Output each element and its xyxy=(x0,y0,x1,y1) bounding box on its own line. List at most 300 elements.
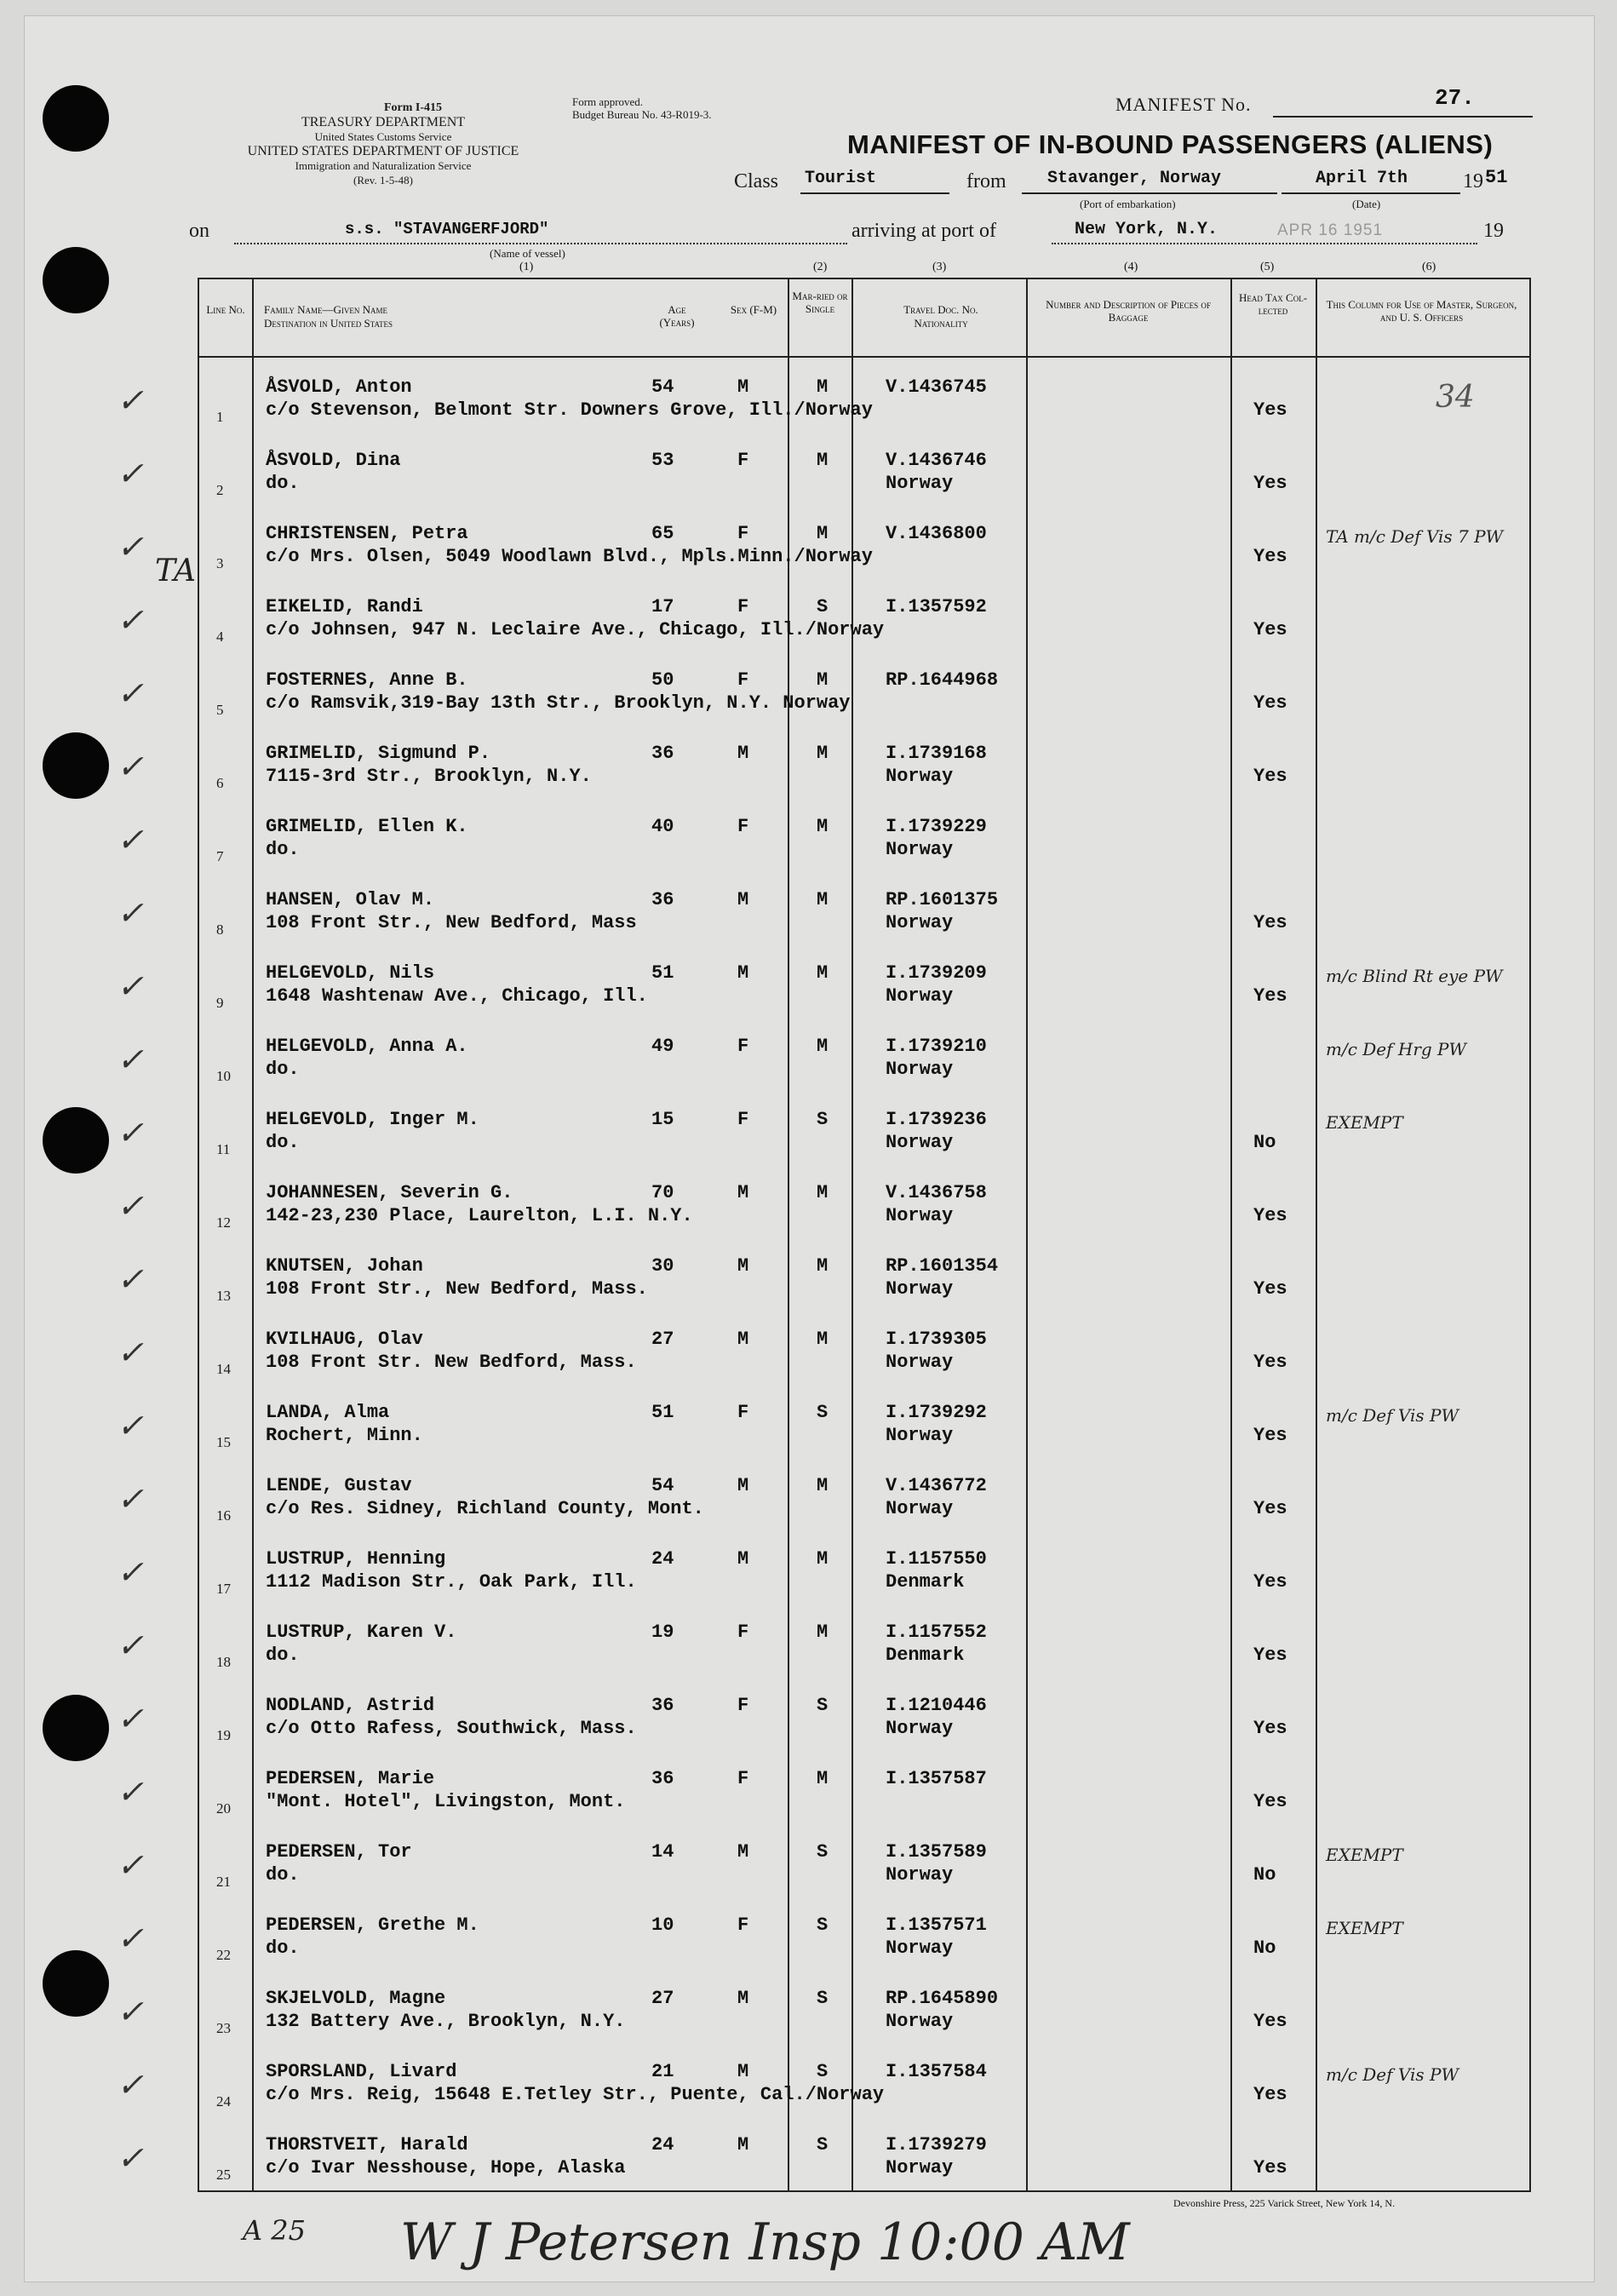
passenger-sex: F xyxy=(737,816,749,837)
checkmark-icon: ✓ xyxy=(117,1187,144,1225)
passenger-marital-status: S xyxy=(817,1695,829,1716)
line-number: 1 xyxy=(216,409,224,425)
table-row xyxy=(117,1463,1528,1536)
line-number: 15 xyxy=(216,1434,231,1450)
head-tax-collected: Yes xyxy=(1253,546,1287,567)
passenger-marital-status: M xyxy=(817,1329,829,1350)
arrive-year: 19 xyxy=(1483,220,1504,242)
passenger-name: LENDE, Gustav xyxy=(266,1475,412,1496)
passenger-marital-status: M xyxy=(817,816,829,837)
col-header-officers: This Column for Use of Master, Surgeon, and U. S. Officers xyxy=(1326,298,1517,324)
col-header-age: Age (Years) xyxy=(659,303,695,329)
passenger-destination: 7115-3rd Str., Brooklyn, N.Y. xyxy=(266,766,592,787)
passenger-sex: F xyxy=(737,1695,749,1716)
travel-doc-number: RP.1645890 xyxy=(886,1988,999,2009)
line-number: 16 xyxy=(216,1507,231,1524)
passenger-destination: do. xyxy=(266,1645,300,1666)
head-tax-collected: Yes xyxy=(1253,692,1287,714)
arrival-stamp: APR 16 1951 xyxy=(1277,221,1384,239)
head-tax-collected: Yes xyxy=(1253,1791,1287,1812)
travel-doc-number: I.1357584 xyxy=(886,2061,987,2082)
checkmark-icon: ✓ xyxy=(117,1553,144,1591)
passenger-nationality: Norway xyxy=(886,1278,954,1300)
line-number: 11 xyxy=(216,1141,231,1157)
passenger-destination: 1648 Washtenaw Ave., Chicago, Ill. xyxy=(266,985,648,1007)
passenger-name: GRIMELID, Sigmund P. xyxy=(266,743,491,764)
passenger-nationality: Norway xyxy=(886,473,954,494)
checkmark-icon: ✓ xyxy=(117,967,144,1005)
port-value: New York, N.Y. xyxy=(1075,220,1218,239)
travel-doc-number: RP.1601354 xyxy=(886,1255,999,1277)
passenger-marital-status: S xyxy=(817,2134,829,2155)
passenger-nationality: Norway xyxy=(886,1059,954,1080)
table-row xyxy=(117,950,1528,1024)
head-tax-collected: Yes xyxy=(1253,1278,1287,1300)
passenger-sex: M xyxy=(737,2134,749,2155)
table-row xyxy=(117,731,1528,804)
passenger-age: 36 xyxy=(651,743,674,764)
line-number: 2 xyxy=(216,482,224,498)
line-number: 23 xyxy=(216,2020,231,2036)
line-number: 22 xyxy=(216,1947,231,1963)
passenger-destination: do. xyxy=(266,1864,300,1886)
table-row xyxy=(117,1170,1528,1243)
passenger-nationality: Norway xyxy=(886,1205,954,1226)
passenger-destination: do. xyxy=(266,1937,300,1959)
table-row xyxy=(117,511,1528,584)
passenger-marital-status: S xyxy=(817,1841,829,1863)
table-row xyxy=(117,2049,1528,2122)
line-number: 25 xyxy=(216,2167,231,2183)
checkmark-icon: ✓ xyxy=(117,1041,144,1078)
table-row xyxy=(117,438,1528,511)
passenger-sex: F xyxy=(737,1914,749,1936)
passenger-nationality: Norway xyxy=(886,1864,954,1886)
manifest-no-label: MANIFEST No. xyxy=(1115,94,1252,115)
passenger-nationality: Norway xyxy=(886,912,954,933)
passenger-sex: F xyxy=(737,450,749,471)
passenger-destination: c/o Res. Sidney, Richland County, Mont. xyxy=(266,1498,704,1519)
table-row xyxy=(117,1024,1528,1097)
line-number: 19 xyxy=(216,1727,231,1743)
vessel-label: (Name of vessel) xyxy=(490,247,565,260)
passenger-name: LUSTRUP, Henning xyxy=(266,1548,446,1570)
passenger-name: GRIMELID, Ellen K. xyxy=(266,816,468,837)
passenger-sex: M xyxy=(737,1255,749,1277)
passenger-marital-status: M xyxy=(817,1255,829,1277)
col-header-married: Mar-ried or Single xyxy=(792,290,848,315)
checkmark-icon: ✓ xyxy=(117,674,144,712)
travel-doc-number: V.1436746 xyxy=(886,450,987,471)
officer-note: m/c Def Vis PW xyxy=(1326,1405,1459,1426)
margin-annotation: TA xyxy=(155,554,197,588)
passenger-age: 21 xyxy=(651,2061,674,2082)
arriving-label: arriving at port of xyxy=(852,220,996,242)
table-row xyxy=(117,1243,1528,1317)
passenger-sex: M xyxy=(737,1329,749,1350)
passenger-marital-status: M xyxy=(817,1182,829,1203)
checkmark-icon: ✓ xyxy=(117,1627,144,1664)
passenger-age: 65 xyxy=(651,523,674,544)
travel-doc-number: I.1739236 xyxy=(886,1109,987,1130)
table-row xyxy=(117,1536,1528,1610)
col-header-nationality: Nationality xyxy=(914,317,968,330)
passenger-name: HELGEVOLD, Nils xyxy=(266,962,435,984)
manifest-no-value: 27. xyxy=(1435,85,1475,111)
line-number: 18 xyxy=(216,1654,231,1670)
column-number: (1) xyxy=(519,261,534,273)
passenger-nationality: Denmark xyxy=(886,1571,965,1593)
passenger-age: 17 xyxy=(651,596,674,617)
passenger-marital-status: M xyxy=(817,1036,829,1057)
passenger-sex: M xyxy=(737,376,749,398)
port-underline xyxy=(1052,243,1477,244)
binder-hole xyxy=(43,1950,109,2017)
passenger-age: 10 xyxy=(651,1914,674,1936)
passenger-age: 53 xyxy=(651,450,674,471)
table-row xyxy=(117,584,1528,657)
page-title: MANIFEST OF IN-BOUND PASSENGERS (ALIENS) xyxy=(847,129,1494,159)
year-prefix: 19 xyxy=(1463,170,1483,192)
binder-hole xyxy=(43,85,109,152)
passenger-sex: M xyxy=(737,2061,749,2082)
head-tax-collected: Yes xyxy=(1253,2084,1287,2105)
travel-doc-number: I.1157550 xyxy=(886,1548,987,1570)
passenger-marital-status: M xyxy=(817,1475,829,1496)
line-number: 14 xyxy=(216,1361,231,1377)
column-number: (5) xyxy=(1260,261,1275,273)
col-header-dest: Destination in United States xyxy=(264,317,393,330)
rev-label: (Rev. 1-5-48) xyxy=(353,174,413,187)
line-number: 10 xyxy=(216,1068,231,1084)
passenger-sex: F xyxy=(737,596,749,617)
passenger-name: HANSEN, Olav M. xyxy=(266,889,435,910)
checkmark-icon: ✓ xyxy=(117,1260,144,1298)
passenger-nationality: Norway xyxy=(886,766,954,787)
passenger-age: 40 xyxy=(651,816,674,837)
passenger-marital-status: M xyxy=(817,743,829,764)
passenger-sex: F xyxy=(737,1402,749,1423)
col-header-doc: Travel Doc. No. xyxy=(903,303,978,316)
passenger-age: 30 xyxy=(651,1255,674,1277)
passenger-destination: 1112 Madison Str., Oak Park, Ill. xyxy=(266,1571,637,1593)
passenger-sex: F xyxy=(737,1036,749,1057)
head-tax-collected: No xyxy=(1253,1937,1276,1959)
passenger-nationality: Norway xyxy=(886,1937,954,1959)
officer-note: TA m/c Def Vis 7 PW xyxy=(1326,526,1504,547)
passenger-destination: 132 Battery Ave., Brooklyn, N.Y. xyxy=(266,2011,626,2032)
passenger-nationality: Norway xyxy=(886,1718,954,1739)
line-number: 17 xyxy=(216,1581,231,1597)
passenger-destination: Rochert, Minn. xyxy=(266,1425,423,1446)
travel-doc-number: I.1739168 xyxy=(886,743,987,764)
travel-doc-number: I.1357589 xyxy=(886,1841,987,1863)
checkmark-icon: ✓ xyxy=(117,894,144,932)
binder-hole xyxy=(43,1695,109,1761)
travel-doc-number: I.1357592 xyxy=(886,596,987,617)
head-tax-collected: Yes xyxy=(1253,399,1287,421)
passenger-sex: F xyxy=(737,1768,749,1789)
column-number: (2) xyxy=(813,261,828,273)
table-row xyxy=(117,1756,1528,1829)
officer-note: m/c Def Hrg PW xyxy=(1326,1039,1467,1059)
table-row xyxy=(117,877,1528,950)
agency-header xyxy=(179,100,588,187)
head-tax-collected: Yes xyxy=(1253,619,1287,640)
passenger-marital-status: S xyxy=(817,596,829,617)
passenger-name: LANDA, Alma xyxy=(266,1402,390,1423)
col-header-tax: Head Tax Col-lected xyxy=(1238,291,1308,317)
head-tax-collected: No xyxy=(1253,1864,1276,1886)
passenger-age: 15 xyxy=(651,1109,674,1130)
passenger-name: KNUTSEN, Johan xyxy=(266,1255,423,1277)
passenger-destination: c/o Johnsen, 947 N. Leclaire Ave., Chicago, Ill./Norway xyxy=(266,619,885,640)
table-row xyxy=(117,657,1528,731)
head-tax-collected: Yes xyxy=(1253,1205,1287,1226)
passenger-age: 19 xyxy=(651,1622,674,1643)
table-row xyxy=(117,1903,1528,1976)
passenger-nationality: Norway xyxy=(886,1352,954,1373)
line-number: 4 xyxy=(216,629,224,645)
passenger-age: 36 xyxy=(651,889,674,910)
travel-doc-number: I.1739209 xyxy=(886,962,987,984)
passenger-destination: 108 Front Str., New Bedford, Mass xyxy=(266,912,637,933)
column-number: (3) xyxy=(932,261,947,273)
line-number: 8 xyxy=(216,921,224,938)
table-row xyxy=(117,1390,1528,1463)
passenger-name: ÅSVOLD, Dina xyxy=(266,450,401,471)
line-number: 21 xyxy=(216,1874,231,1890)
passenger-destination: 108 Front Str. New Bedford, Mass. xyxy=(266,1352,637,1373)
vessel-underline xyxy=(234,243,847,244)
head-tax-collected: Yes xyxy=(1253,2157,1287,2178)
head-tax-collected: Yes xyxy=(1253,1352,1287,1373)
passenger-name: HELGEVOLD, Inger M. xyxy=(266,1109,479,1130)
head-tax-collected: Yes xyxy=(1253,985,1287,1007)
passenger-destination: 142-23,230 Place, Laurelton, L.I. N.Y. xyxy=(266,1205,693,1226)
passenger-age: 24 xyxy=(651,2134,674,2155)
passenger-name: PEDERSEN, Marie xyxy=(266,1768,435,1789)
year-value: 51 xyxy=(1485,167,1508,188)
head-tax-collected: Yes xyxy=(1253,2011,1287,2032)
passenger-age: 27 xyxy=(651,1988,674,2009)
passenger-nationality: Norway xyxy=(886,2157,954,2178)
line-number: 6 xyxy=(216,775,224,791)
travel-doc-number: I.1739292 xyxy=(886,1402,987,1423)
passenger-destination: c/o Otto Rafess, Southwick, Mass. xyxy=(266,1718,637,1739)
passenger-nationality: Norway xyxy=(886,985,954,1007)
passenger-sex: F xyxy=(737,669,749,691)
checkmark-icon: ✓ xyxy=(117,2139,144,2177)
passenger-name: CHRISTENSEN, Petra xyxy=(266,523,468,544)
passenger-sex: M xyxy=(737,743,749,764)
passenger-sex: M xyxy=(737,1988,749,2009)
passenger-nationality: Norway xyxy=(886,839,954,860)
passenger-destination: do. xyxy=(266,473,300,494)
passenger-age: 70 xyxy=(651,1182,674,1203)
passenger-name: KVILHAUG, Olav xyxy=(266,1329,423,1350)
passenger-age: 49 xyxy=(651,1036,674,1057)
column-number: (4) xyxy=(1124,261,1138,273)
line-number: 20 xyxy=(216,1800,231,1817)
passenger-age: 36 xyxy=(651,1768,674,1789)
table-row xyxy=(117,1976,1528,2049)
travel-doc-number: I.1357571 xyxy=(886,1914,987,1936)
checkmark-icon: ✓ xyxy=(117,2066,144,2104)
passenger-marital-status: M xyxy=(817,1548,829,1570)
justice-label: UNITED STATES DEPARTMENT OF JUSTICE xyxy=(247,144,519,158)
head-tax-collected: Yes xyxy=(1253,1498,1287,1519)
passenger-destination: "Mont. Hotel", Livingston, Mont. xyxy=(266,1791,626,1812)
table-row xyxy=(117,2122,1528,2196)
travel-doc-number: RP.1644968 xyxy=(886,669,999,691)
passenger-marital-status: M xyxy=(817,523,829,544)
passenger-nationality: Denmark xyxy=(886,1645,965,1666)
passenger-destination: do. xyxy=(266,1059,300,1080)
passenger-destination: 108 Front Str., New Bedford, Mass. xyxy=(266,1278,648,1300)
form-approval xyxy=(572,95,712,121)
passenger-destination: c/o Ramsvik,319-Bay 13th Str., Brooklyn, N.Y. Norway xyxy=(266,692,851,714)
checkmark-icon: ✓ xyxy=(117,1846,144,1884)
from-value: Stavanger, Norway xyxy=(1047,169,1222,188)
date-label: (Date) xyxy=(1352,198,1381,210)
line-number: 9 xyxy=(216,995,224,1011)
passenger-marital-status: M xyxy=(817,962,829,984)
head-tax-collected: Yes xyxy=(1253,1571,1287,1593)
binder-hole xyxy=(43,732,109,799)
passenger-marital-status: S xyxy=(817,2061,829,2082)
passenger-age: 27 xyxy=(651,1329,674,1350)
on-label: on xyxy=(189,220,209,242)
checkmark-icon: ✓ xyxy=(117,1114,144,1151)
officer-note: EXEMPT xyxy=(1326,1845,1403,1865)
printer-imprint: Devonshire Press, 225 Varick Street, New York 14, N. xyxy=(1173,2197,1396,2209)
passenger-marital-status: M xyxy=(817,669,829,691)
passenger-sex: F xyxy=(737,523,749,544)
col-header-line: Line No. xyxy=(206,303,245,316)
date-underline xyxy=(1282,192,1460,194)
table-row xyxy=(117,804,1528,877)
passenger-marital-status: S xyxy=(817,1914,829,1936)
passenger-age: 51 xyxy=(651,962,674,984)
treasury-label: TREASURY DEPARTMENT xyxy=(301,115,466,129)
travel-doc-number: I.1739305 xyxy=(886,1329,987,1350)
passenger-sex: M xyxy=(737,962,749,984)
checkmark-icon: ✓ xyxy=(117,1993,144,2030)
from-underline xyxy=(1022,192,1277,194)
travel-doc-number: V.1436745 xyxy=(886,376,987,398)
head-tax-collected: Yes xyxy=(1253,1718,1287,1739)
date-value: April 7th xyxy=(1316,169,1408,188)
passenger-destination: c/o Mrs. Reig, 15648 E.Tetley Str., Puente, Cal./Norway xyxy=(266,2084,885,2105)
officer-note: EXEMPT xyxy=(1326,1918,1403,1938)
passenger-age: 36 xyxy=(651,1695,674,1716)
passenger-name: SPORSLAND, Livard xyxy=(266,2061,457,2082)
checkmark-icon: ✓ xyxy=(117,601,144,639)
travel-doc-number: RP.1601375 xyxy=(886,889,999,910)
checkmark-icon: ✓ xyxy=(117,1480,144,1518)
budget-label: Budget Bureau No. 43-R019-3. xyxy=(572,108,712,121)
line-number: 12 xyxy=(216,1214,231,1231)
passenger-name: PEDERSEN, Grethe M. xyxy=(266,1914,479,1936)
passenger-name: THORSTVEIT, Harald xyxy=(266,2134,468,2155)
header-divider xyxy=(198,356,1529,358)
checkmark-icon: ✓ xyxy=(117,1334,144,1371)
checkmark-icon: ✓ xyxy=(117,528,144,565)
approved-label: Form approved. xyxy=(572,95,644,108)
line-number: 7 xyxy=(216,848,224,864)
form-id: Form I-415 xyxy=(383,101,443,114)
passenger-name: EIKELID, Randi xyxy=(266,596,423,617)
passenger-destination: c/o Ivar Nesshouse, Hope, Alaska xyxy=(266,2157,626,2178)
officer-note: m/c Def Vis PW xyxy=(1326,2064,1459,2085)
travel-doc-number: I.1739279 xyxy=(886,2134,987,2155)
vessel-value: s.s. "STAVANGERFJORD" xyxy=(345,220,549,238)
travel-doc-number: I.1157552 xyxy=(886,1622,987,1643)
passenger-nationality: Norway xyxy=(886,1498,954,1519)
passenger-marital-status: S xyxy=(817,1402,829,1423)
passenger-destination: c/o Mrs. Olsen, 5049 Woodlawn Blvd., Mpls.Minn./Norway xyxy=(266,546,873,567)
passenger-marital-status: M xyxy=(817,1622,829,1643)
passenger-nationality: Norway xyxy=(886,1425,954,1446)
passenger-destination: c/o Stevenson, Belmont Str. Downers Grove, Ill./Norway xyxy=(266,399,873,421)
col-header-baggage: Number and Description of Pieces of Baggage xyxy=(1046,298,1211,324)
passenger-marital-status: M xyxy=(817,376,829,398)
officer-note: m/c Blind Rt eye PW xyxy=(1326,966,1503,986)
passenger-sex: M xyxy=(737,1475,749,1496)
passenger-nationality: Norway xyxy=(886,2011,954,2032)
travel-doc-number: V.1436758 xyxy=(886,1182,987,1203)
passenger-marital-status: S xyxy=(817,1109,829,1130)
travel-doc-number: V.1436800 xyxy=(886,523,987,544)
binder-hole xyxy=(43,1107,109,1174)
passenger-sex: M xyxy=(737,889,749,910)
head-tax-collected: Yes xyxy=(1253,1645,1287,1666)
class-underline xyxy=(800,192,949,194)
line-number: 5 xyxy=(216,702,224,718)
passenger-name: HELGEVOLD, Anna A. xyxy=(266,1036,468,1057)
checkmark-icon: ✓ xyxy=(117,1920,144,1957)
head-tax-collected: Yes xyxy=(1253,766,1287,787)
column-number: (6) xyxy=(1422,261,1436,273)
passenger-name: NODLAND, Astrid xyxy=(266,1695,435,1716)
passenger-name: JOHANNESEN, Severin G. xyxy=(266,1182,513,1203)
passenger-marital-status: M xyxy=(817,450,829,471)
inspector-signature: W J Petersen Insp 10:00 AM xyxy=(400,2213,1130,2272)
passenger-name: SKJELVOLD, Magne xyxy=(266,1988,446,2009)
port-embark-label: (Port of embarkation) xyxy=(1080,198,1176,210)
ins-label: Immigration and Naturalization Service xyxy=(295,159,472,172)
passenger-age: 14 xyxy=(651,1841,674,1863)
passenger-marital-status: M xyxy=(817,889,829,910)
line-number: 3 xyxy=(216,555,224,571)
checkmark-icon: ✓ xyxy=(117,748,144,785)
checkmark-icon: ✓ xyxy=(117,821,144,858)
binder-hole xyxy=(43,247,109,313)
table-row xyxy=(117,1610,1528,1683)
travel-doc-number: I.1739229 xyxy=(886,816,987,837)
passenger-destination: do. xyxy=(266,1132,300,1153)
page-mark: 34 xyxy=(1436,380,1475,415)
passenger-nationality: Norway xyxy=(886,1132,954,1153)
passenger-name: ÅSVOLD, Anton xyxy=(266,376,412,398)
checkmark-icon: ✓ xyxy=(117,1407,144,1444)
passenger-name: LUSTRUP, Karen V. xyxy=(266,1622,457,1643)
passenger-sex: F xyxy=(737,1622,749,1643)
line-number: 13 xyxy=(216,1288,231,1304)
passenger-age: 54 xyxy=(651,376,674,398)
checkmark-icon: ✓ xyxy=(117,455,144,492)
